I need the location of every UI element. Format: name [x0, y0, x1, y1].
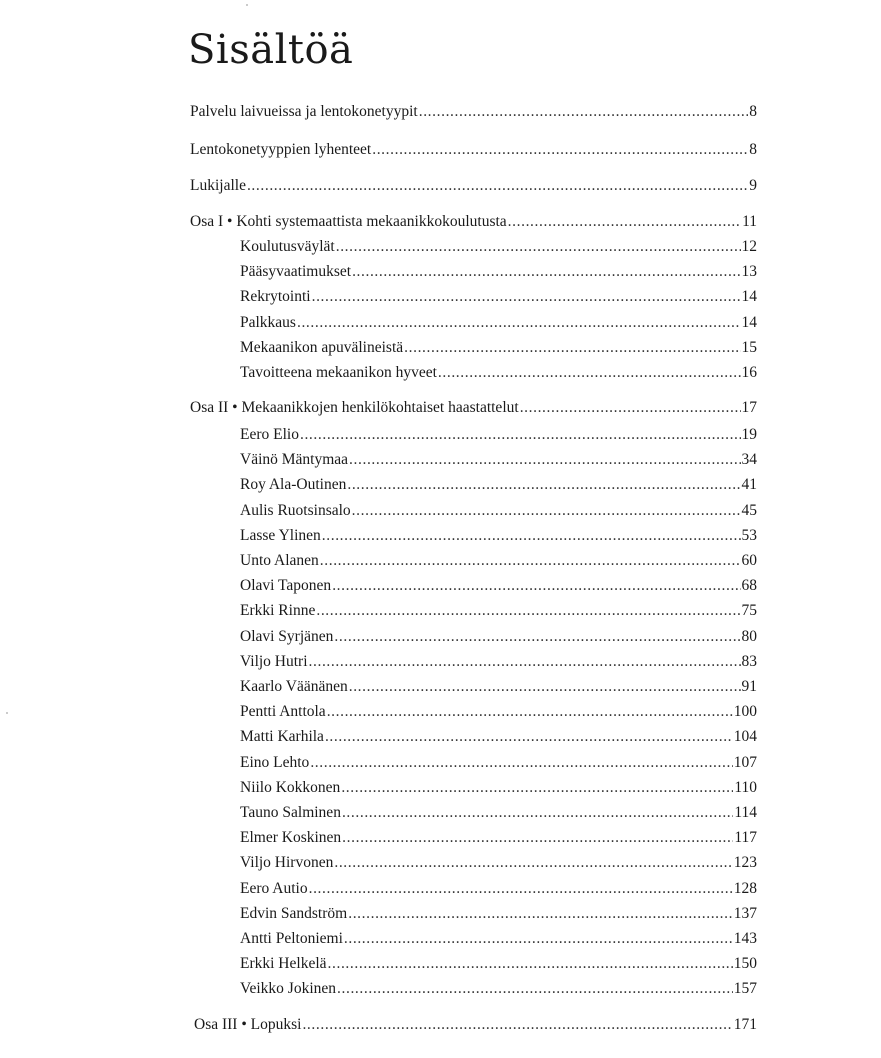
- toc-part-label: Osa III • Lopuksi: [194, 1016, 302, 1033]
- toc-entry-page: 9: [749, 177, 757, 194]
- dot-leader: [327, 702, 733, 722]
- toc-subentry[interactable]: [240, 425, 757, 445]
- toc-subentry-label: Eino Lehto: [240, 753, 310, 771]
- toc-part-heading[interactable]: [190, 212, 757, 232]
- dot-leader: [309, 879, 733, 899]
- dot-leader: [332, 576, 740, 596]
- toc-subentry-page: 143: [733, 930, 757, 947]
- toc-subentry-page: 83: [741, 652, 757, 670]
- toc-subentry[interactable]: [240, 576, 757, 596]
- toc-part-heading[interactable]: [190, 398, 757, 418]
- toc-subentry-label: Elmer Koskinen: [240, 829, 342, 847]
- toc-subentry[interactable]: [240, 237, 757, 257]
- toc-subentry-label: Aulis Ruotsinsalo: [240, 501, 351, 519]
- toc-subentry-label: Tavoitteena mekaanikon hyveet: [240, 364, 437, 381]
- dot-leader: [438, 363, 741, 383]
- dot-leader: [349, 450, 740, 470]
- toc-subentry-label: Kaarlo Väänänen: [240, 678, 348, 695]
- toc-subentry-label: Antti Peltoniemi: [240, 930, 343, 947]
- toc-subentry-label: Mekaanikon apuvälineistä: [240, 338, 404, 356]
- toc-subentry-label: Edvin Sandström: [240, 904, 348, 922]
- toc-subentry-page: 128: [733, 879, 757, 897]
- toc-subentry-page: 16: [741, 364, 757, 381]
- dot-leader: [352, 501, 741, 521]
- toc-entry-label: Lentokonetyyppien lyhenteet: [190, 141, 372, 158]
- toc-part-page: 171: [733, 1016, 757, 1033]
- toc-subentry[interactable]: [240, 979, 757, 999]
- toc-entry[interactable]: [190, 140, 757, 160]
- toc-subentry-page: 45: [741, 501, 757, 519]
- dot-leader: [352, 262, 740, 282]
- toc-subentry[interactable]: [240, 450, 757, 470]
- toc-subentry-page: 150: [733, 955, 757, 973]
- toc-subentry-page: 137: [733, 904, 757, 922]
- toc-subentry[interactable]: [240, 954, 757, 974]
- toc-part-page: 11: [742, 213, 757, 230]
- toc-subentry[interactable]: [240, 551, 757, 571]
- toc-part-heading[interactable]: [194, 1015, 757, 1035]
- toc-subentry[interactable]: [240, 363, 757, 383]
- toc-subentry-label: Lasse Ylinen: [240, 526, 321, 544]
- dot-leader: [341, 778, 733, 798]
- toc-subentry[interactable]: [240, 287, 757, 307]
- toc-subentry[interactable]: [240, 652, 757, 672]
- toc-subentry-page: 100: [733, 703, 757, 721]
- toc-subentry-page: 68: [741, 577, 757, 595]
- toc-subentry-page: 34: [741, 451, 757, 469]
- toc-subentry[interactable]: [240, 338, 757, 358]
- dot-leader: [334, 627, 740, 647]
- toc-subentry-page: 157: [733, 980, 757, 998]
- dot-leader: [342, 828, 733, 848]
- toc-subentry-page: 13: [741, 263, 757, 281]
- toc-subentry[interactable]: [240, 753, 757, 773]
- dot-leader: [336, 237, 741, 257]
- toc-subentry[interactable]: [240, 526, 757, 546]
- toc-subentry-page: 12: [741, 238, 757, 255]
- toc-subentry-page: 60: [741, 552, 757, 569]
- toc-subentry-label: Viljo Hutri: [240, 652, 308, 670]
- toc-subentry[interactable]: [240, 803, 757, 823]
- dot-leader: [337, 979, 733, 999]
- toc-subentry-label: Eero Elio: [240, 426, 299, 443]
- dot-leader: [404, 338, 740, 358]
- toc-subentry-page: 91: [741, 678, 757, 695]
- toc-entry-label: Palvelu laivueissa ja lentokonetyypit: [190, 103, 418, 120]
- toc-subentry-page: 107: [733, 753, 757, 771]
- toc-part-label: Osa I • Kohti systemaattista mekaanikkokoulutusta: [190, 213, 507, 230]
- dot-leader: [302, 1015, 732, 1035]
- toc-subentry[interactable]: [240, 313, 757, 333]
- toc-subentry[interactable]: [240, 702, 757, 722]
- toc-subentry-label: Niilo Kokkonen: [240, 778, 341, 796]
- toc-subentry-label: Väinö Mäntymaa: [240, 451, 349, 469]
- dot-leader: [300, 425, 741, 445]
- toc-subentry-label: Erkki Rinne: [240, 602, 316, 620]
- dot-leader: [419, 102, 749, 122]
- toc-subentry-page: 53: [741, 526, 757, 544]
- toc-subentry-label: Olavi Taponen: [240, 577, 332, 595]
- dot-leader: [316, 601, 740, 621]
- toc-subentry-page: 104: [733, 728, 757, 746]
- toc-subentry-label: Tauno Salminen: [240, 804, 341, 821]
- toc-subentry[interactable]: [240, 727, 757, 747]
- toc-subentry[interactable]: [240, 929, 757, 949]
- dot-leader: [312, 287, 741, 307]
- toc-entry[interactable]: [190, 176, 757, 196]
- dot-leader: [320, 551, 741, 571]
- dot-leader: [247, 176, 748, 196]
- dot-leader: [325, 727, 733, 747]
- toc-subentry-page: 14: [741, 288, 757, 306]
- dot-leader: [347, 475, 740, 495]
- toc-subentry-page: 123: [733, 854, 757, 872]
- dot-leader: [328, 954, 733, 974]
- toc-subentry-label: Veikko Jokinen: [240, 980, 337, 998]
- dot-leader: [297, 313, 741, 333]
- toc-subentry-page: 117: [734, 829, 757, 847]
- toc-subentry-label: Palkkaus: [240, 313, 296, 331]
- toc-entry-page: 8: [749, 141, 757, 158]
- toc-subentry-page: 19: [741, 426, 757, 443]
- toc-subentry-label: Koulutusväylät: [240, 238, 335, 255]
- dot-leader: [372, 140, 748, 160]
- toc-subentry-label: Pääsyvaatimukset: [240, 263, 352, 281]
- toc-subentry[interactable]: [240, 828, 757, 848]
- toc-subentry[interactable]: [240, 904, 757, 924]
- toc-subentry-label: Olavi Syrjänen: [240, 627, 334, 645]
- toc-subentry[interactable]: [240, 601, 757, 621]
- toc-subentry[interactable]: [240, 778, 757, 798]
- toc-subentry-label: Eero Autio: [240, 879, 308, 897]
- toc-subentry-label: Roy Ala-Outinen: [240, 476, 347, 494]
- toc-entry-label: Lukijalle: [190, 177, 246, 194]
- dot-leader: [520, 398, 741, 418]
- toc-subentry[interactable]: [240, 879, 757, 899]
- dot-leader: [309, 652, 741, 672]
- toc-subentry-label: Erkki Helkelä: [240, 955, 327, 973]
- toc-subentry[interactable]: [240, 853, 757, 873]
- toc-subentry-label: Pentti Anttola: [240, 703, 326, 721]
- scan-speck: [6, 712, 8, 714]
- dot-leader: [344, 929, 733, 949]
- toc-subentry[interactable]: [240, 677, 757, 697]
- toc-subentry-label: Viljo Hirvonen: [240, 854, 334, 872]
- dot-leader: [348, 904, 733, 924]
- dot-leader: [349, 677, 741, 697]
- toc-subentry[interactable]: [240, 501, 757, 521]
- dot-leader: [508, 212, 741, 232]
- page-title: Sisältöä: [188, 27, 354, 73]
- toc-subentry-page: 114: [734, 804, 757, 821]
- toc-subentry-page: 75: [741, 602, 757, 620]
- dot-leader: [334, 853, 732, 873]
- toc-entry-page: 8: [749, 103, 757, 120]
- toc-subentry-page: 80: [741, 627, 757, 645]
- dot-leader: [342, 803, 733, 823]
- toc-subentry-page: 15: [741, 338, 757, 356]
- dot-leader: [310, 753, 732, 773]
- toc-subentry[interactable]: [240, 627, 757, 647]
- toc-subentry[interactable]: [240, 262, 757, 282]
- toc-entry[interactable]: [190, 102, 757, 122]
- toc-subentry-page: 14: [741, 313, 757, 331]
- toc-part-label: Osa II • Mekaanikkojen henkilökohtaiset haastattelut: [190, 399, 519, 416]
- scan-speck: [246, 4, 248, 6]
- toc-subentry-page: 110: [734, 778, 757, 796]
- toc-part-page: 17: [741, 399, 757, 416]
- toc-subentry-page: 41: [741, 476, 757, 494]
- dot-leader: [322, 526, 741, 546]
- toc-subentry-label: Unto Alanen: [240, 552, 319, 569]
- toc-subentry[interactable]: [240, 475, 757, 495]
- toc-subentry-label: Rekrytointi: [240, 288, 311, 306]
- toc-subentry-label: Matti Karhila: [240, 728, 324, 746]
